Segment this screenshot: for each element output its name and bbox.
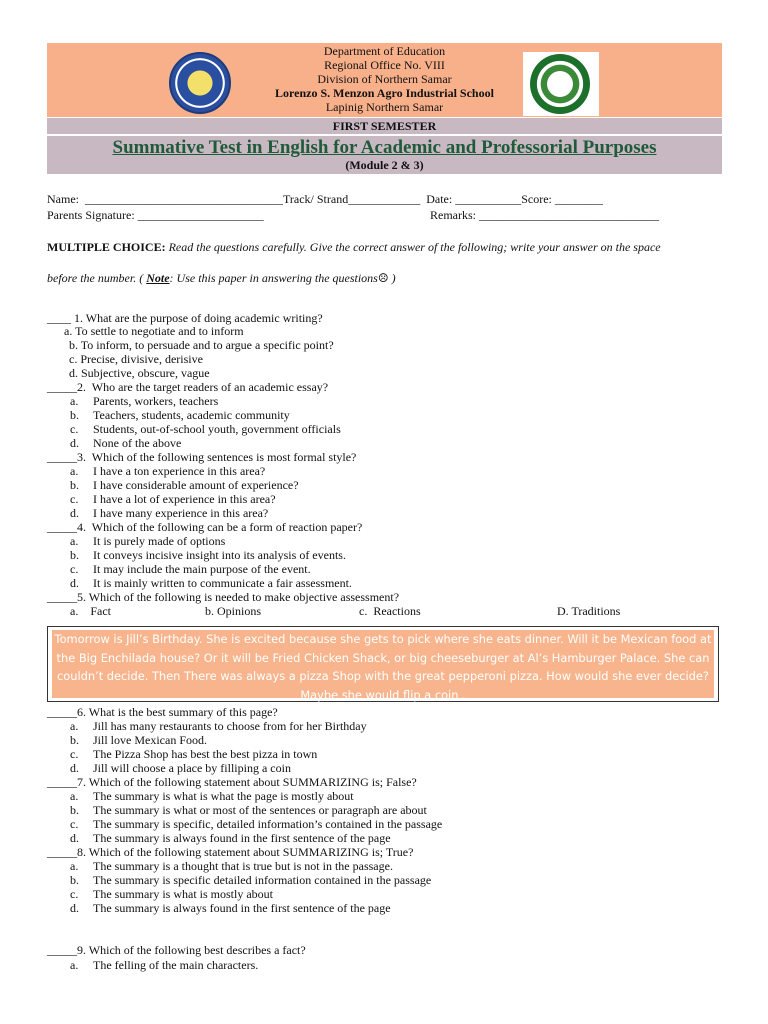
option-letter: a. — [70, 789, 79, 803]
question-6-option-a: Jill has many restaurants to choose from for her Birthday — [93, 719, 367, 733]
question-5-option-a: a. Fact — [70, 604, 111, 618]
option-letter: a. — [70, 394, 79, 408]
question-3: _____3. Which of the following sentences is most formal style? — [47, 450, 357, 464]
test-subtitle: (Module 2 & 3) — [345, 158, 424, 172]
question-4-option-b: It conveys incisive insight into its analysis of events. — [93, 548, 346, 562]
option-letter: c. — [70, 887, 79, 901]
header-line: Regional Office No. VIII — [324, 58, 445, 72]
question-4: _____4. Which of the following can be a form of reaction paper? — [47, 520, 363, 534]
question-7-option-a: The summary is what is what the page is mostly about — [93, 789, 354, 803]
option-letter: c. — [70, 817, 79, 831]
question-5-option-b: b. Opinions — [205, 604, 262, 618]
school-name: Lorenzo S. Menzon Agro Industrial School — [275, 86, 494, 100]
question-1-option-a: a. To settle to negotiate and to inform — [64, 324, 244, 338]
question-3-option-b: I have considerable amount of experience? — [93, 478, 299, 492]
question-8-option-d: The summary is always found in the first sentence of the page — [93, 901, 391, 915]
test-title: Summative Test in English for Academic and Professorial Purposes — [112, 137, 657, 158]
question-2-option-c: Students, out-of-school youth, government officials — [93, 422, 341, 436]
option-letter: b. — [70, 478, 79, 492]
question-9-option-a: The felling of the main characters. — [93, 958, 259, 972]
note-label: Note — [146, 271, 170, 285]
instructions-text: : Use this paper in answering the questions☹ ) — [169, 271, 396, 285]
option-letter: c. — [70, 422, 79, 436]
instructions-text: before the number. ( — [47, 271, 147, 285]
option-letter: b. — [70, 873, 79, 887]
question-2: _____2. Who are the target readers of an academic essay? — [47, 380, 329, 394]
option-letter: c. — [70, 747, 79, 761]
option-letter: d. — [70, 831, 79, 845]
header-line: Department of Education — [323, 44, 446, 58]
option-letter: b. — [70, 548, 79, 562]
question-4-option-d: It is mainly written to communicate a fair assessment. — [93, 576, 352, 590]
question-2-option-d: None of the above — [93, 436, 182, 450]
instructions-line-1 — [47, 240, 661, 255]
question-8-option-c: The summary is what is mostly about — [93, 887, 273, 901]
parents-signature-field[interactable]: Parents Signature: _____________________ — [47, 208, 264, 222]
question-6-option-d: Jill will choose a place by filliping a coin — [93, 761, 291, 775]
question-1: ____ 1. What are the purpose of doing academic writing? — [47, 311, 323, 325]
header-lines — [47, 44, 722, 114]
question-7-option-c: The summary is specific, detailed information’s contained in the passage — [93, 817, 443, 831]
question-5: _____5. Which of the following is needed to make objective assessment? — [47, 590, 400, 604]
question-4-option-a: It is purely made of options — [93, 534, 226, 548]
name-track-date-score-row[interactable]: Name: _________________________________Track/ Strand____________ Date: ___________Score: ________ — [47, 192, 603, 206]
option-letter: d. — [70, 576, 79, 590]
question-8-option-b: The summary is specific detailed information contained in the passage — [93, 873, 432, 887]
option-letter: c. — [70, 492, 79, 506]
option-letter: c. — [70, 562, 79, 576]
question-1-option-d: d. Subjective, obscure, vague — [69, 366, 210, 380]
question-3-option-a: I have a ton experience in this area? — [93, 464, 266, 478]
question-6: _____6. What is the best summary of this page? — [47, 705, 278, 719]
option-letter: a. — [70, 958, 79, 972]
question-9: _____9. Which of the following best describes a fact? — [47, 943, 306, 957]
question-5-option-d: D. Traditions — [557, 604, 621, 618]
option-letter: d. — [70, 761, 79, 775]
question-7-option-d: The summary is always found in the first sentence of the page — [93, 831, 391, 845]
question-5-option-c: c. Reactions — [359, 604, 421, 618]
question-7-option-b: The summary is what or most of the sentences or paragraph are about — [93, 803, 427, 817]
option-letter: a. — [70, 859, 79, 873]
question-6-option-b: Jill love Mexican Food. — [93, 733, 207, 747]
school-header — [47, 43, 722, 117]
question-1-option-c: c. Precise, divisive, derisive — [69, 352, 203, 366]
option-letter: d. — [70, 901, 79, 915]
question-4-option-c: It may include the main purpose of the event. — [93, 562, 311, 576]
instructions-line-2 — [47, 271, 396, 286]
instructions-heading: MULTIPLE CHOICE: — [47, 240, 166, 254]
option-letter: b. — [70, 803, 79, 817]
question-1-option-b: b. To inform, to persuade and to argue a specific point? — [69, 338, 334, 352]
option-letter: a. — [70, 534, 79, 548]
question-7: _____7. Which of the following statement about SUMMARIZING is; False? — [47, 775, 417, 789]
option-letter: b. — [70, 733, 79, 747]
header-line: Lapinig Northern Samar — [325, 100, 444, 114]
option-letter: a. — [70, 719, 79, 733]
question-8-option-a: The summary is a thought that is true but is not in the passage. — [93, 859, 393, 873]
option-letter: b. — [70, 408, 79, 422]
question-8: _____8. Which of the following statement about SUMMARIZING is; True? — [47, 845, 414, 859]
question-2-option-b: Teachers, students, academic community — [93, 408, 290, 422]
header-line: Division of Northern Samar — [317, 72, 452, 86]
option-letter: a. — [70, 464, 79, 478]
option-letter: d. — [70, 436, 79, 450]
instructions-text: Read the questions carefully. Give the correct answer of the following; write your answer on the space — [165, 240, 661, 254]
reading-passage-box — [47, 626, 719, 702]
semester-label: FIRST SEMESTER — [47, 118, 722, 134]
question-2-option-a: Parents, workers, teachers — [93, 394, 219, 408]
remarks-field[interactable]: Remarks: ______________________________ — [430, 208, 659, 222]
option-letter: d. — [70, 506, 79, 520]
question-3-option-c: I have a lot of experience in this area? — [93, 492, 276, 506]
title-bar — [47, 136, 722, 174]
question-6-option-c: The Pizza Shop has best the best pizza in town — [93, 747, 318, 761]
question-3-option-d: I have many experience in this area? — [93, 506, 269, 520]
reading-passage: Tomorrow is Jill’s Birthday. She is excited because she gets to pick where she eats dinner. Will it be Mexican food at the Big Enchilada house? Or it will be Fried Chicken Shack, or big cheeseburger at Al’s Hamburger Palace. She can couldn’t decide. Then There was always a pizza Shop with the great pepperoni pizza. How would she ever decide? Maybe she would flip a coin . — [52, 630, 714, 698]
